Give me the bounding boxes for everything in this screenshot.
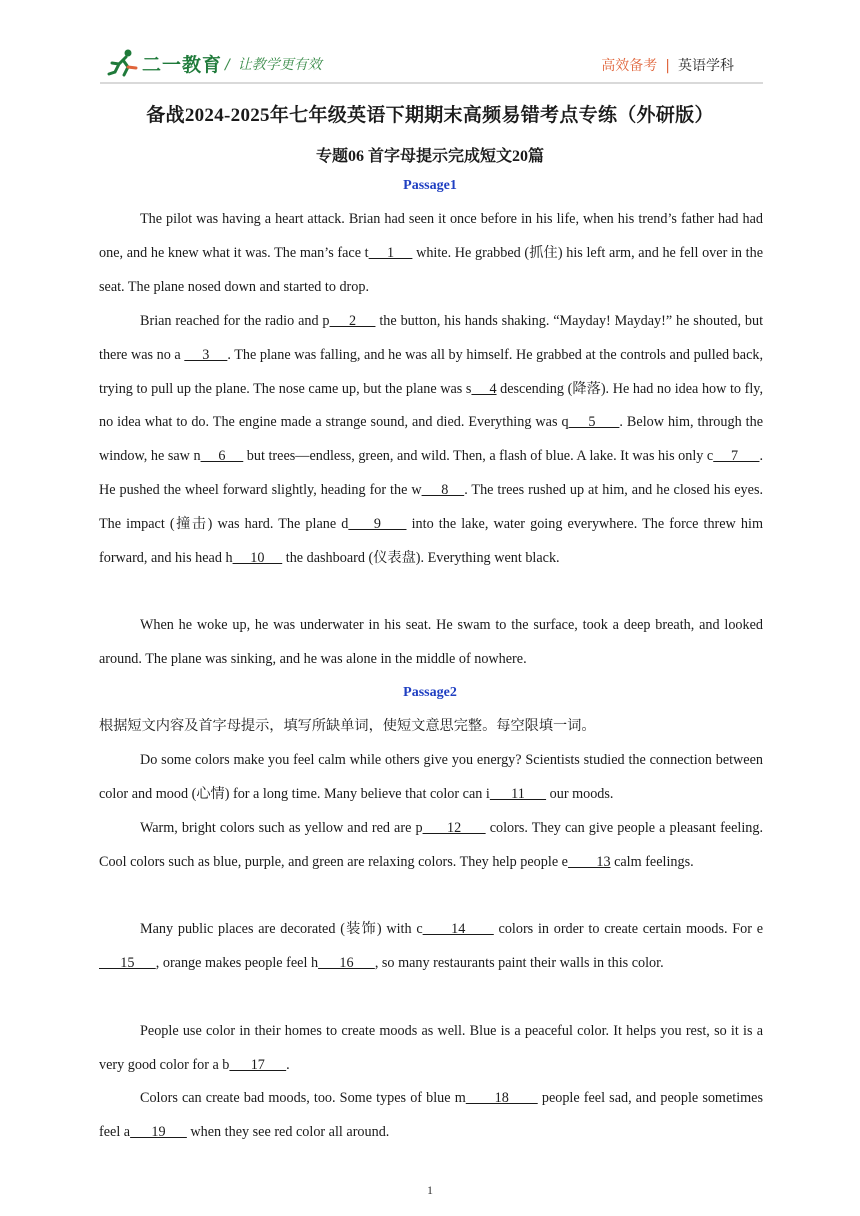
blank-17: 17 (229, 1056, 287, 1073)
text-segment: . The trees rushed up at him, and he closed his eyes. The impact (撞击) was hard. The plane d (99, 481, 764, 532)
blank-7: 7 (713, 448, 760, 465)
text-segment: Do some colors make you feel calm while others give you energy? Scientists studied the connection between color and mood (心情) for a long time. Many believe that color can i (99, 752, 763, 802)
blank-8: 8 (421, 481, 465, 498)
text-segment: Warm, bright colors such as yellow and red are p (140, 820, 423, 836)
page-header (0, 0, 860, 90)
blank-18: 18 (465, 1090, 538, 1106)
blank-3: 3 (184, 346, 228, 363)
passage2-paragraph1 (99, 744, 763, 812)
logo (106, 48, 222, 78)
blank-19: 19 (130, 1123, 187, 1140)
text-segment: The pilot was having a heart attack. Brian had seen it once before in his life, when his trend’s father had had one, and he knew what it was. The man’s face t (99, 211, 763, 261)
blank-10: 10 (232, 549, 283, 566)
blank-16: 16 (318, 954, 375, 971)
text-segment: . He pushed the wheel forward slightly, heading for the w (99, 448, 764, 498)
passage1-title: Passage1 (403, 178, 457, 193)
text-segment: Many public places are decorated (装饰) with c (140, 921, 423, 937)
slogan (225, 54, 322, 74)
text-segment: white. He grabbed (抓住) his left arm, and he fell over in the seat. The plane nosed down and started to drop. (99, 244, 763, 295)
passage2-instruction: 根据短文内容及首字母提示，填写所缺单词，使短文意思完整。每空限填一词。 (99, 718, 596, 734)
blank-9: 9 (348, 515, 407, 532)
blank-12: 12 (422, 820, 486, 836)
text-segment: when they see red color all around. (186, 1123, 390, 1140)
passage2-paragraph4 (99, 1015, 763, 1083)
header-tag-subject: 英语学科 (678, 58, 734, 74)
text-segment: , orange makes people feel h (155, 954, 319, 971)
blank-1: 1 (368, 244, 413, 261)
text-segment: the button, his hands shaking. “Mayday! Mayday!” he shouted, but there was no a (99, 313, 764, 363)
blank-13: 13 (567, 853, 611, 870)
passage2-paragraph5 (99, 1082, 763, 1150)
logo-text: 二一教育 (142, 53, 223, 76)
blank-2: 2 (329, 313, 376, 329)
header-tag-exam: 高效备考 (601, 58, 658, 74)
text-segment: the dashboard (仪表盘). Everything went black. (282, 549, 560, 566)
text-segment: People use color in their homes to create moods as well. Blue is a peaceful color. It helps you rest, so it is a very good color for a b (99, 1023, 763, 1073)
header-tags (601, 55, 734, 75)
text-segment: people feel sad, and people sometimes feel a (99, 1090, 764, 1140)
page-number: 1 (427, 1183, 433, 1197)
blank-6: 6 (200, 448, 244, 465)
text-segment: . Below him, through the window, he saw n (99, 414, 763, 465)
text-segment: calm feelings. (610, 853, 694, 870)
blank-11: 11 (489, 785, 547, 802)
text-segment: . (286, 1056, 290, 1073)
blank-14: 14 (422, 921, 494, 937)
text-segment: colors in order to create certain moods. For e (493, 921, 764, 937)
passage2-title: Passage2 (403, 685, 457, 700)
text-segment: our moods. (546, 785, 614, 802)
text-segment: . The plane was falling, and he was all by himself. He grabbed at the controls and pulled back, trying to pull up the plane. The nose came up, but the plane was s (99, 346, 764, 397)
header-separator: | (665, 58, 670, 74)
slogan-text: 让教学更有效 (237, 57, 322, 73)
header-divider (100, 82, 763, 84)
slogan-slash: / (225, 57, 230, 73)
passage1-paragraph1 (99, 203, 763, 304)
blank-4: 4 (471, 380, 497, 397)
passage2-paragraph2 (99, 812, 763, 880)
passage2-paragraph3 (99, 913, 763, 981)
document-title: 备战2024-2025年七年级英语下期期末高频易错考点专练（外研版） (146, 105, 714, 126)
text-segment: Colors can create bad moods, too. Some types of blue m (140, 1090, 466, 1106)
blank-5: 5 (568, 414, 620, 431)
passage1-paragraph3: When he woke up, he was underwater in his seat. He swam to the surface, took a deep breath, and looked around. The plane was sinking, and he was alone in the middle of nowhere. (99, 617, 763, 667)
blank-15: 15 (99, 954, 156, 971)
text-segment: Brian reached for the radio and p (140, 313, 330, 329)
passage1-paragraph2 (99, 305, 763, 575)
text-segment: into the lake, water going everywhere. The force threw him forward, and his head h (99, 515, 763, 566)
document-subtitle: 专题06 首字母提示完成短文20篇 (315, 148, 544, 165)
text-segment: , so many restaurants paint their walls in this color. (374, 954, 664, 971)
text-segment: but trees—endless, green, and wild. Then, a flash of blue. A lake. It was his only c (243, 448, 714, 465)
text-segment: colors. They can give people a pleasant feeling. Cool colors such as blue, purple, and green are relaxing colors. They help people e (99, 820, 764, 870)
text-segment: descending (降落). He had no idea how to fly, no idea what to do. The engine made a strange sound, and died. Everything was q (99, 380, 764, 431)
runner-logo-icon (106, 48, 140, 78)
